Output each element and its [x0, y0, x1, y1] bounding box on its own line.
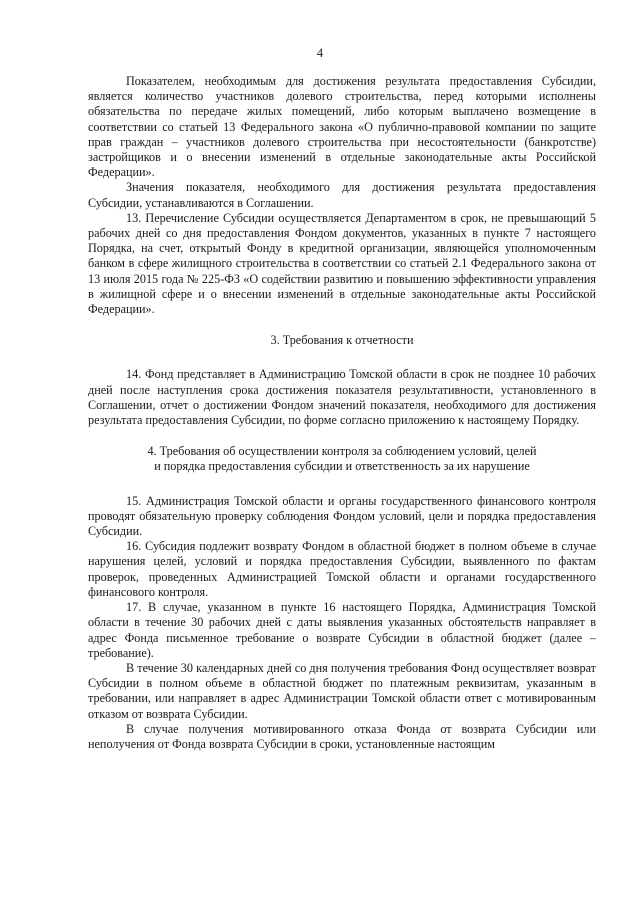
page-number: 4: [316, 46, 324, 60]
paragraph: 16. Субсидия подлежит возврату Фондом в областной бюджет в полном объеме в случае нарушения целей, условий и порядка предоставления Субсидии, выявленного по фактам проверок, проведенных Администрацией Томской области и органами государственного финансового контроля.: [88, 539, 596, 599]
section-heading-4-line-2: и порядка предоставления субсидии и ответственность за их нарушение: [154, 459, 530, 474]
section-heading-4: [88, 444, 596, 474]
paragraph: 17. В случае, указанном в пункте 16 настоящего Порядка, Администрация Томской области в течение 30 рабочих дней с даты выявления указанных обстоятельств направляет в адрес Фонда письменное требование о возврате Субсидии в областной бюджет (далее – требование).: [88, 600, 596, 660]
section-heading-4-line-1: 4. Требования об осуществлении контроля за соблюдением условий, целей: [147, 444, 537, 459]
paragraph: 14. Фонд представляет в Администрацию Томской области в срок не позднее 10 рабочих дней после наступления срока достижения показателя результативности, установленного в Соглашении, отчет о достижении Фондом значений показателя, необходимого для достижения результата предоставления Субсидии, по форме согласно приложению к настоящему Порядку.: [88, 367, 596, 428]
section-heading-3: 3. Требования к отчетности: [270, 333, 414, 348]
paragraph: Показателем, необходимым для достижения результата предоставления Субсидии, является количество участников долевого строительства, перед которыми исполнены обязательства по передаче жилых помещений, либо которым выплачено возмещение в соответствии со статьей 13 Федерального закона «О публично-правовой компании по защите прав граждан – участников долевого строительства при несостоятельности (банкротстве) застройщиков и о внесении изменений в отдельные законодательные акты Российской Федерации».: [88, 74, 596, 180]
document-body: [88, 74, 596, 752]
paragraph: 15. Администрация Томской области и органы государственного финансового контроля проводят обязательную проверку соблюдения Фондом условий, цели и порядка предоставления Субсидии.: [88, 493, 596, 539]
paragraph: Значения показателя, необходимого для достижения результата предоставления Субсидии, устанавливаются в Соглашении.: [88, 180, 596, 210]
paragraph: 13. Перечисление Субсидии осуществляется Департаментом в срок, не превышающий 5 рабочих дней со дня предоставления Фондом документов, указанных в пункте 7 настоящего Порядка, на счет, открытый Фонду в кредитной организации, являющейся уполномоченным банком в сфере жилищного строительства в соответствии со статьей 2.1 Федерального закона от 13 июля 2015 года № 225-ФЗ «О содействии развитию и повышению эффективности управления в жилищной сфере и о внесении изменений в отдельные законодательные акты Российской Федерации».: [88, 210, 596, 317]
paragraph: В случае получения мотивированного отказа Фонда от возврата Субсидии или неполучения от Фонда возврата Субсидии в сроки, установленные настоящим: [88, 721, 596, 751]
paragraph: В течение 30 календарных дней со дня получения требования Фонд осуществляет возврат Субсидии в полном объеме в областной бюджет по платежным реквизитам, указанным в требовании, или направляет в адрес Администрации Томской области ответ с мотивированным отказом от возврата Субсидии.: [88, 660, 596, 721]
